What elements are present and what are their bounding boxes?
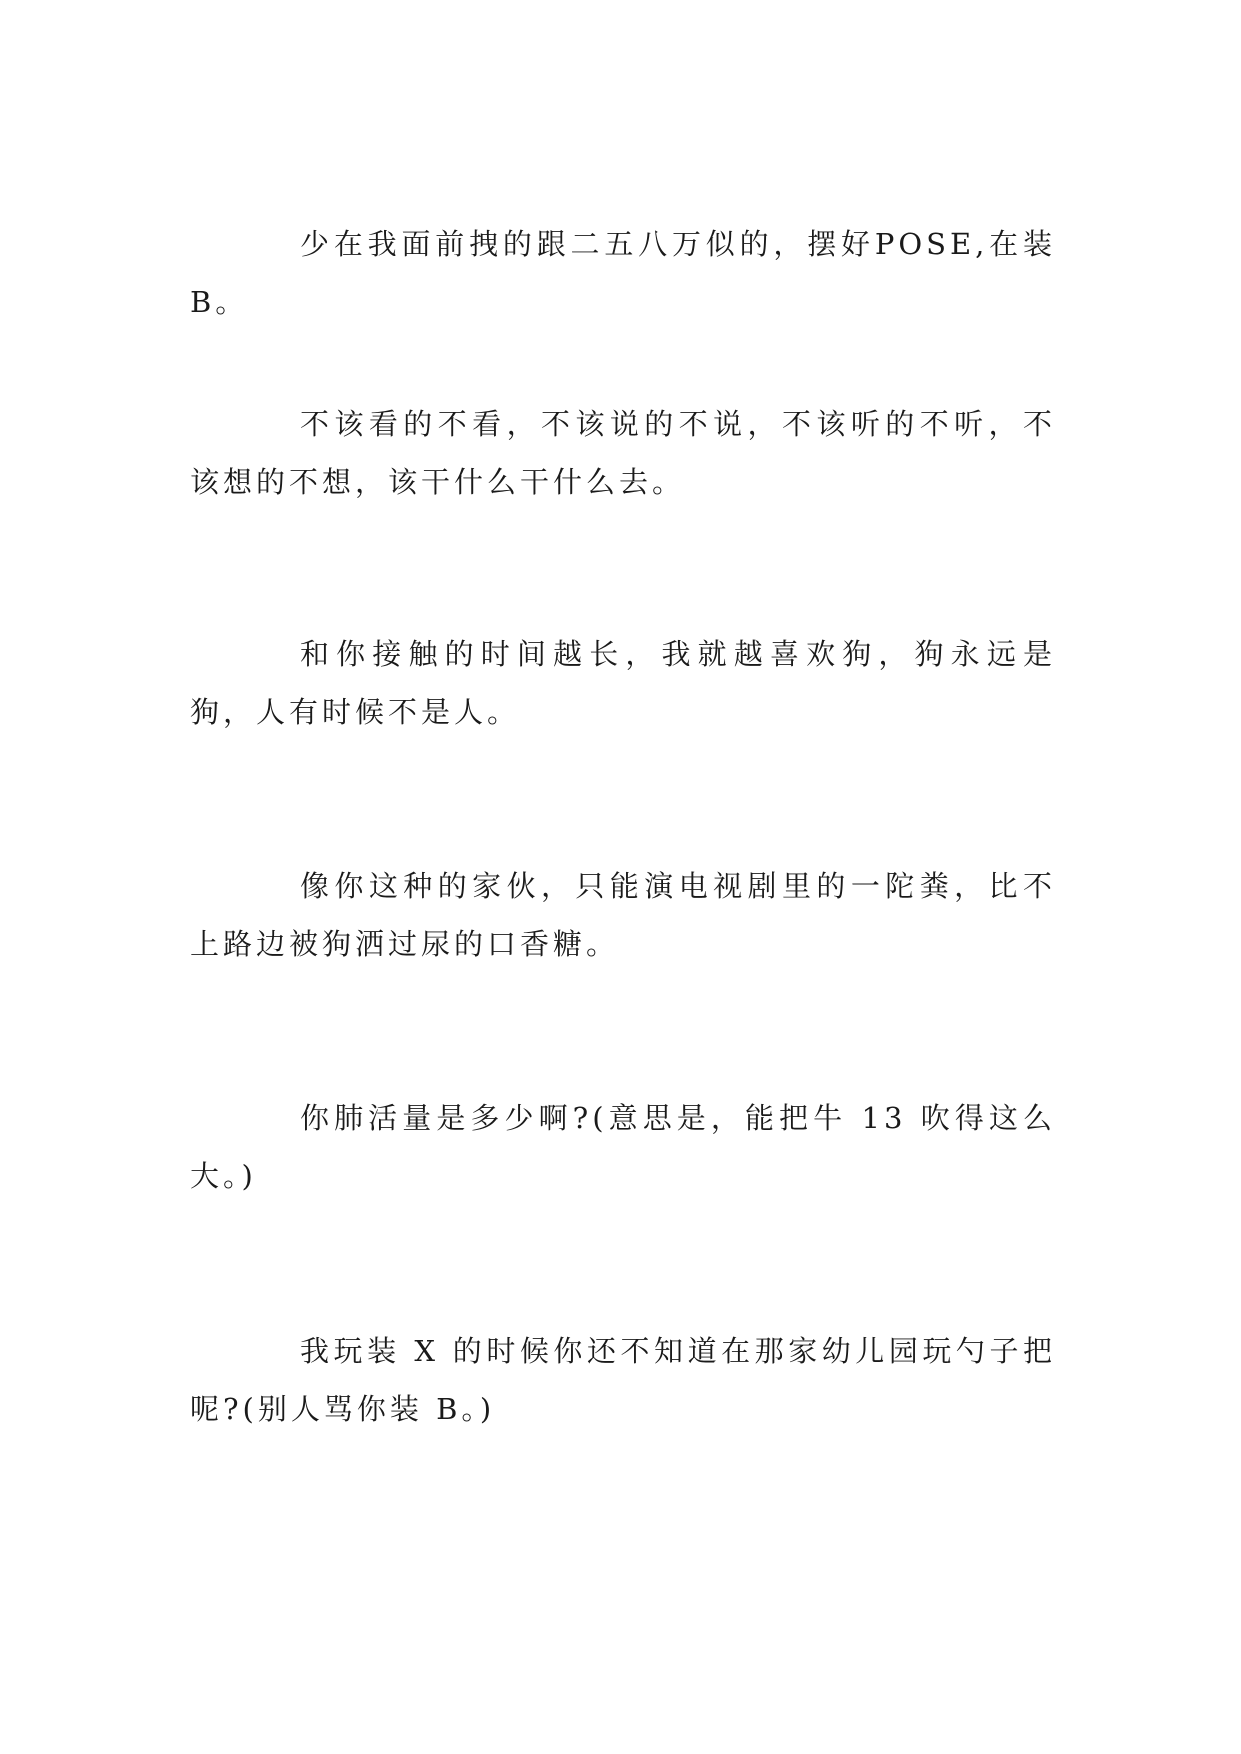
paragraph-1: 少在我面前拽的跟二五八万似的，摆好POSE,在装B。	[190, 227, 1056, 319]
paragraph-6: 我玩装 X 的时候你还不知道在那家幼儿园玩勺子把呢?(别人骂你装 B。)	[190, 1334, 1056, 1426]
paragraph-5: 你肺活量是多少啊?(意思是，能把牛 13 吹得这么大。)	[190, 1101, 1056, 1193]
paragraph-2: 不该看的不看，不该说的不说，不该听的不听，不该想的不想，该干什么干什么去。	[190, 407, 1056, 499]
paragraph-4: 像你这种的家伙，只能演电视剧里的一陀粪，比不上路边被狗洒过尿的口香糖。	[190, 869, 1056, 961]
paragraph-3: 和你接触的时间越长，我就越喜欢狗，狗永远是狗，人有时候不是人。	[190, 637, 1056, 729]
